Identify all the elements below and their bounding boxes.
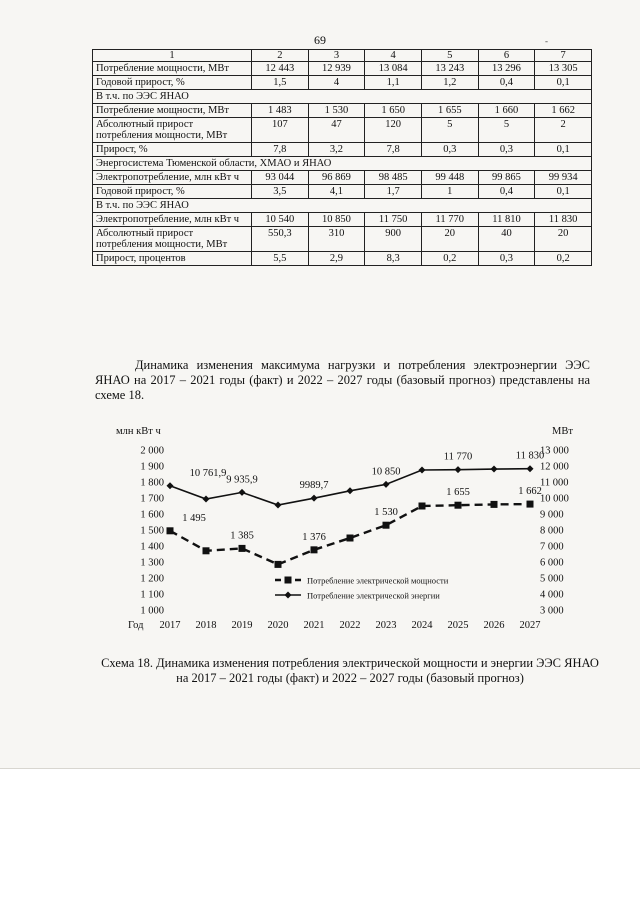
table-cell: 99 865 <box>478 171 535 185</box>
left-tick-label: 1 200 <box>140 573 164 585</box>
series-marker-diamond <box>419 467 426 474</box>
table-cell: 12 939 <box>308 62 365 76</box>
table-row-label: Потребление мощности, МВт <box>93 62 252 76</box>
data-label: 1 376 <box>302 531 326 543</box>
table-cell: 8,3 <box>365 252 422 266</box>
left-tick-label: 1 700 <box>140 493 164 505</box>
table-header-cell: 2 <box>252 50 309 62</box>
table-body <box>93 50 592 266</box>
data-label: 1 655 <box>446 487 470 499</box>
series-marker-square <box>455 502 462 509</box>
table-cell: 5 <box>478 118 535 143</box>
table-row-label: Электропотребление, млн кВт ч <box>93 171 252 185</box>
figure-caption: Схема 18. Динамика изменения потребления электрической мощности и энергии ЭЭС ЯНАО на 2017 – 2021 годы (факт) и 2022 – 2027 годы (базовый прогноз) <box>101 656 599 685</box>
x-tick-label: 2020 <box>267 620 289 631</box>
table-header-cell: 1 <box>93 50 252 62</box>
data-label: 11 770 <box>443 451 473 463</box>
table-cell: 1 483 <box>252 104 309 118</box>
series-marker-diamond <box>455 466 462 473</box>
data-label: 1 385 <box>230 530 254 542</box>
table-cell: 20 <box>535 227 592 252</box>
series-marker-diamond <box>239 489 246 496</box>
series-marker-square <box>383 522 390 529</box>
data-label: 1 530 <box>374 507 398 519</box>
table-cell: 13 305 <box>535 62 592 76</box>
table-row <box>93 104 592 118</box>
table-row <box>93 213 592 227</box>
table-row <box>93 185 592 199</box>
table-cell: 10 540 <box>252 213 309 227</box>
table-cell: 7,8 <box>365 143 422 157</box>
legend-label: Потребление электрической мощности <box>307 575 449 586</box>
table-cell: 1 662 <box>535 104 592 118</box>
left-tick-label: 1 300 <box>140 557 164 569</box>
data-label: 1 662 <box>518 486 542 498</box>
table-cell: 0,3 <box>478 143 535 157</box>
left-tick-label: 1 800 <box>140 477 164 489</box>
data-label: 9989,7 <box>299 480 329 492</box>
table-cell: 96 869 <box>308 171 365 185</box>
table-cell: 12 443 <box>252 62 309 76</box>
table-header-cell: 6 <box>478 50 535 62</box>
table-section-label: В т.ч. по ЭЭС ЯНАО <box>93 90 592 104</box>
table-cell: 1,2 <box>421 76 478 90</box>
right-tick-label: 7 000 <box>540 541 564 553</box>
series-marker-square <box>167 527 174 534</box>
table-header-cell: 7 <box>535 50 592 62</box>
right-tick-label: 3 000 <box>540 605 564 617</box>
left-tick-label: 1 600 <box>140 509 164 521</box>
x-tick-label: 2021 <box>303 620 325 631</box>
table-row <box>93 252 592 266</box>
series-marker-diamond <box>275 502 282 509</box>
table-cell: 93 044 <box>252 171 309 185</box>
body-paragraph: Динамика изменения максимума нагрузки и потребления электроэнергии ЭЭС ЯНАО на 2017 – 2021 годы (факт) и 2022 – 2027 годы (базовый прогноз) представлены на схеме 18. <box>95 358 590 402</box>
table-cell: 98 485 <box>365 171 422 185</box>
table-cell: 47 <box>308 118 365 143</box>
table-cell: 7,8 <box>252 143 309 157</box>
table-cell: 5 <box>421 118 478 143</box>
table-section-label: Энергосистема Тюменской области, ХМАО и ЯНАО <box>93 157 592 171</box>
x-tick-label: 2022 <box>339 620 361 631</box>
table-cell: 1,1 <box>365 76 422 90</box>
table-row-label: Потребление мощности, МВт <box>93 104 252 118</box>
x-tick-label: 2024 <box>411 620 433 631</box>
x-tick-label: 2025 <box>447 620 469 631</box>
right-tick-label: 6 000 <box>540 557 564 569</box>
legend-label: Потребление электрической энергии <box>307 590 440 601</box>
legend-marker-diamond <box>285 592 292 599</box>
table-cell: 120 <box>365 118 422 143</box>
table-row <box>93 227 592 252</box>
series-marker-diamond <box>491 466 498 473</box>
data-label: 9 935,9 <box>226 474 258 486</box>
chart <box>100 420 590 645</box>
series-marker-square <box>347 535 354 542</box>
series-marker-diamond <box>167 482 174 489</box>
x-tick-label: 2027 <box>519 620 541 631</box>
table-cell: 3,5 <box>252 185 309 199</box>
left-tick-label: 1 900 <box>140 461 164 473</box>
left-tick-label: 1 400 <box>140 541 164 553</box>
table-cell: 2 <box>535 118 592 143</box>
table-row-label: Прирост, % <box>93 143 252 157</box>
table-cell: 1 650 <box>365 104 422 118</box>
series-marker-diamond <box>383 481 390 488</box>
right-tick-label: 11 000 <box>540 477 569 489</box>
table-cell: 11 770 <box>421 213 478 227</box>
table-row <box>93 118 592 143</box>
series-marker-square <box>239 545 246 552</box>
data-label: 11 830 <box>515 450 545 462</box>
series-marker-square <box>419 503 426 510</box>
table-cell: 1,7 <box>365 185 422 199</box>
right-tick-label: 4 000 <box>540 589 564 601</box>
table-cell: 13 243 <box>421 62 478 76</box>
table-cell: 0,1 <box>535 185 592 199</box>
series-marker-square <box>491 501 498 508</box>
table-row <box>93 62 592 76</box>
table-cell: 900 <box>365 227 422 252</box>
right-tick-label: 10 000 <box>540 493 569 505</box>
table-cell: 5,5 <box>252 252 309 266</box>
right-tick-label: 8 000 <box>540 525 564 537</box>
right-axis-label: МВт <box>552 426 573 437</box>
table-cell: 10 850 <box>308 213 365 227</box>
table-cell: 99 934 <box>535 171 592 185</box>
data-label: 10 761,9 <box>189 467 227 479</box>
left-tick-label: 1 100 <box>140 589 164 601</box>
data-label: 1 495 <box>182 512 206 524</box>
stray-mark: - <box>545 36 548 46</box>
table-row-label: Прирост, процентов <box>93 252 252 266</box>
x-tick-label: 2023 <box>375 620 397 631</box>
x-tick-label: 2017 <box>159 620 181 631</box>
x-axis-prefix: Год <box>128 620 144 631</box>
table-cell: 1 660 <box>478 104 535 118</box>
table-cell: 0,2 <box>421 252 478 266</box>
table-header-cell: 5 <box>421 50 478 62</box>
left-tick-label: 1 500 <box>140 525 164 537</box>
series-marker-square <box>527 501 534 508</box>
table-cell: 310 <box>308 227 365 252</box>
left-tick-label: 2 000 <box>140 445 164 457</box>
table-cell: 1,5 <box>252 76 309 90</box>
table-cell: 0,4 <box>478 76 535 90</box>
table-header-cell: 4 <box>365 50 422 62</box>
table-section-row <box>93 90 592 104</box>
series-marker-diamond <box>527 465 534 472</box>
series-marker-square <box>203 547 210 554</box>
table-cell: 3,2 <box>308 143 365 157</box>
table-cell: 0,2 <box>535 252 592 266</box>
right-tick-label: 9 000 <box>540 509 564 521</box>
table-section-label: В т.ч. по ЭЭС ЯНАО <box>93 199 592 213</box>
table-cell: 1 655 <box>421 104 478 118</box>
table-cell: 40 <box>478 227 535 252</box>
data-label: 10 850 <box>371 466 401 478</box>
x-tick-label: 2019 <box>231 620 253 631</box>
table-cell: 0,3 <box>421 143 478 157</box>
table-cell: 0,1 <box>535 76 592 90</box>
series-marker-square <box>311 546 318 553</box>
table-row <box>93 76 592 90</box>
table-cell: 2,9 <box>308 252 365 266</box>
table-section-row <box>93 199 592 213</box>
x-tick-label: 2018 <box>195 620 217 631</box>
table-header-row <box>93 50 592 62</box>
table-cell: 11 810 <box>478 213 535 227</box>
table-cell: 99 448 <box>421 171 478 185</box>
table-section-row <box>93 157 592 171</box>
series-line-1 <box>170 504 530 564</box>
table-row <box>93 171 592 185</box>
left-tick-label: 1 000 <box>140 605 164 617</box>
series-marker-diamond <box>203 496 210 503</box>
table-cell: 13 296 <box>478 62 535 76</box>
table-cell: 550,3 <box>252 227 309 252</box>
table-cell: 1 <box>421 185 478 199</box>
page-number: 69 <box>314 33 326 47</box>
data-table <box>92 49 592 266</box>
series-marker-square <box>275 561 282 568</box>
table-cell: 0,1 <box>535 143 592 157</box>
table-header-cell: 3 <box>308 50 365 62</box>
table-cell: 1 530 <box>308 104 365 118</box>
x-tick-label: 2026 <box>483 620 505 631</box>
series-marker-diamond <box>347 487 354 494</box>
table-row-label: Абсолютный прирост потребления мощности, МВт <box>93 227 252 252</box>
legend-marker-square <box>285 577 292 584</box>
right-tick-label: 12 000 <box>540 461 569 473</box>
series-marker-diamond <box>311 495 318 502</box>
table-row-label: Годовой прирост, % <box>93 185 252 199</box>
table-row-label: Абсолютный прирост потребления мощности, МВт <box>93 118 252 143</box>
table-cell: 0,4 <box>478 185 535 199</box>
table-cell: 13 084 <box>365 62 422 76</box>
table-row-label: Электропотребление, млн кВт ч <box>93 213 252 227</box>
table-row <box>93 143 592 157</box>
table-cell: 20 <box>421 227 478 252</box>
table-cell: 0,3 <box>478 252 535 266</box>
table-cell: 11 830 <box>535 213 592 227</box>
table-row-label: Годовой прирост, % <box>93 76 252 90</box>
right-tick-label: 5 000 <box>540 573 564 585</box>
table-cell: 11 750 <box>365 213 422 227</box>
table-cell: 4,1 <box>308 185 365 199</box>
table-cell: 107 <box>252 118 309 143</box>
right-tick-label: 13 000 <box>540 445 569 457</box>
left-axis-label: млн кВт ч <box>116 426 161 437</box>
table-cell: 4 <box>308 76 365 90</box>
